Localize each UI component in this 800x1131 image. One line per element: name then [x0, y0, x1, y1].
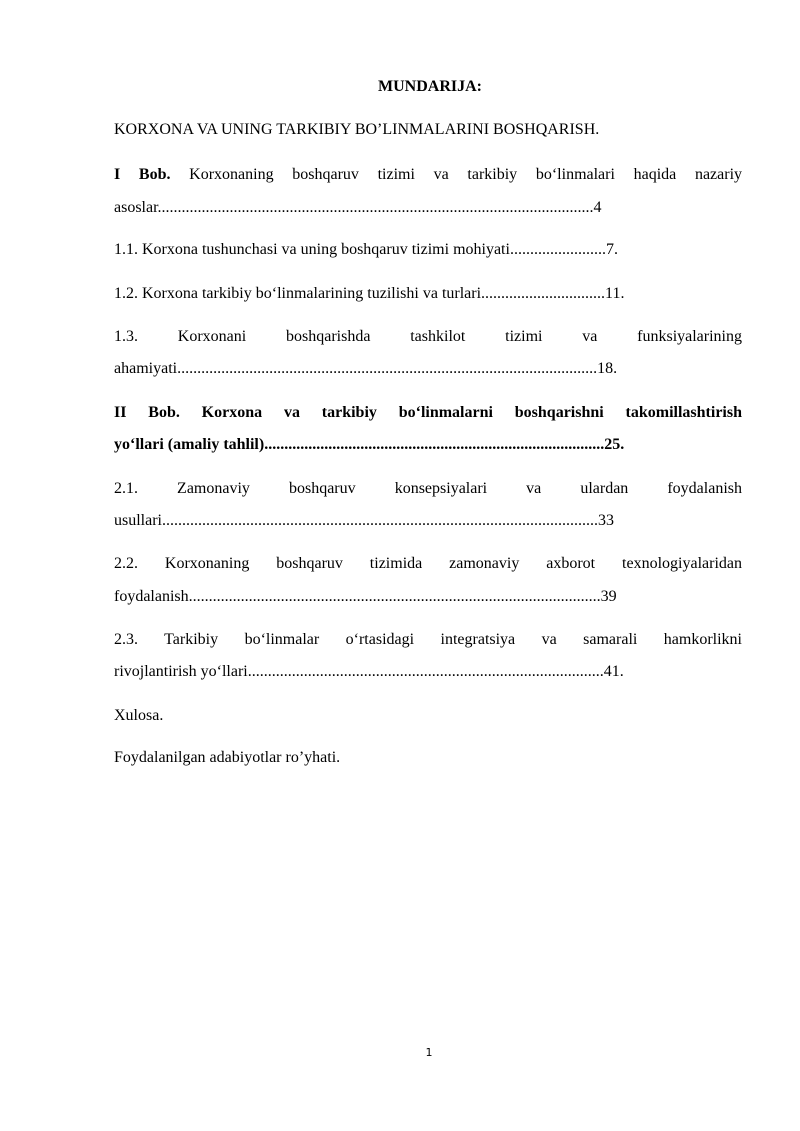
toc-entry-text: Korxonaning boshqaruv tizimi va tarkibiy bo‘linmalari haqida nazariy — [189, 166, 743, 183]
chapter-label: I Bob. — [114, 166, 171, 183]
page-number: 1 — [425, 1046, 433, 1059]
toc-entry-1-2: 1.2. Korxona tarkibiy bo‘linmalarining tuzilishi va turlari...............................11. — [114, 285, 625, 302]
toc-entry-2-1-line-1: 2.1. Zamonaviy boshqaruv konsepsiyalari va ulardan foydalanish — [114, 480, 742, 497]
toc-entry-2-3-line-2: rivojlantirish yo‘llari.........................................................................................41. — [114, 663, 624, 680]
page-title: MUNDARIJA: — [378, 78, 482, 95]
toc-entry-conclusion: Xulosa. — [114, 707, 164, 724]
toc-entry-chapter-2-line-1: II Bob. Korxona va tarkibiy bo‘linmalarni boshqarishni takomillashtirish — [114, 404, 742, 421]
toc-entry-chapter-2-line-2: yo‘llari (amaliy tahlil).....................................................................................25. — [114, 436, 625, 453]
toc-entry-references: Foydalanilgan adabiyotlar ro’yhati. — [114, 749, 341, 766]
toc-entry-1-3-line-2: ahamiyati.........................................................................................................18. — [114, 360, 618, 377]
toc-entry-2-2-line-1: 2.2. Korxonaning boshqaruv tizimida zamonaviy axborot texnologiyalaridan — [114, 555, 742, 572]
toc-entry-chapter-1-line-1 — [114, 164, 742, 186]
toc-entry-2-3-line-1: 2.3. Tarkibiy bo‘linmalar o‘rtasidagi integratsiya va samarali hamkorlikni — [114, 631, 742, 648]
toc-entry-chapter-1-line-2: asoslar.............................................................................................................4 — [114, 199, 602, 216]
toc-entry-1-3-line-1: 1.3. Korxonani boshqarishda tashkilot tizimi va funksiyalarining — [114, 328, 742, 345]
toc-entry-2-2-line-2: foydalanish.......................................................................................................39 — [114, 588, 617, 605]
main-heading: KORXONA VA UNING TARKIBIY BO’LINMALARINI BOSHQARISH. — [114, 121, 600, 138]
toc-entry-2-1-line-2: usullari.............................................................................................................33 — [114, 512, 614, 529]
toc-entry-1-1: 1.1. Korxona tushunchasi va uning boshqaruv tizimi mohiyati........................7. — [114, 241, 618, 258]
